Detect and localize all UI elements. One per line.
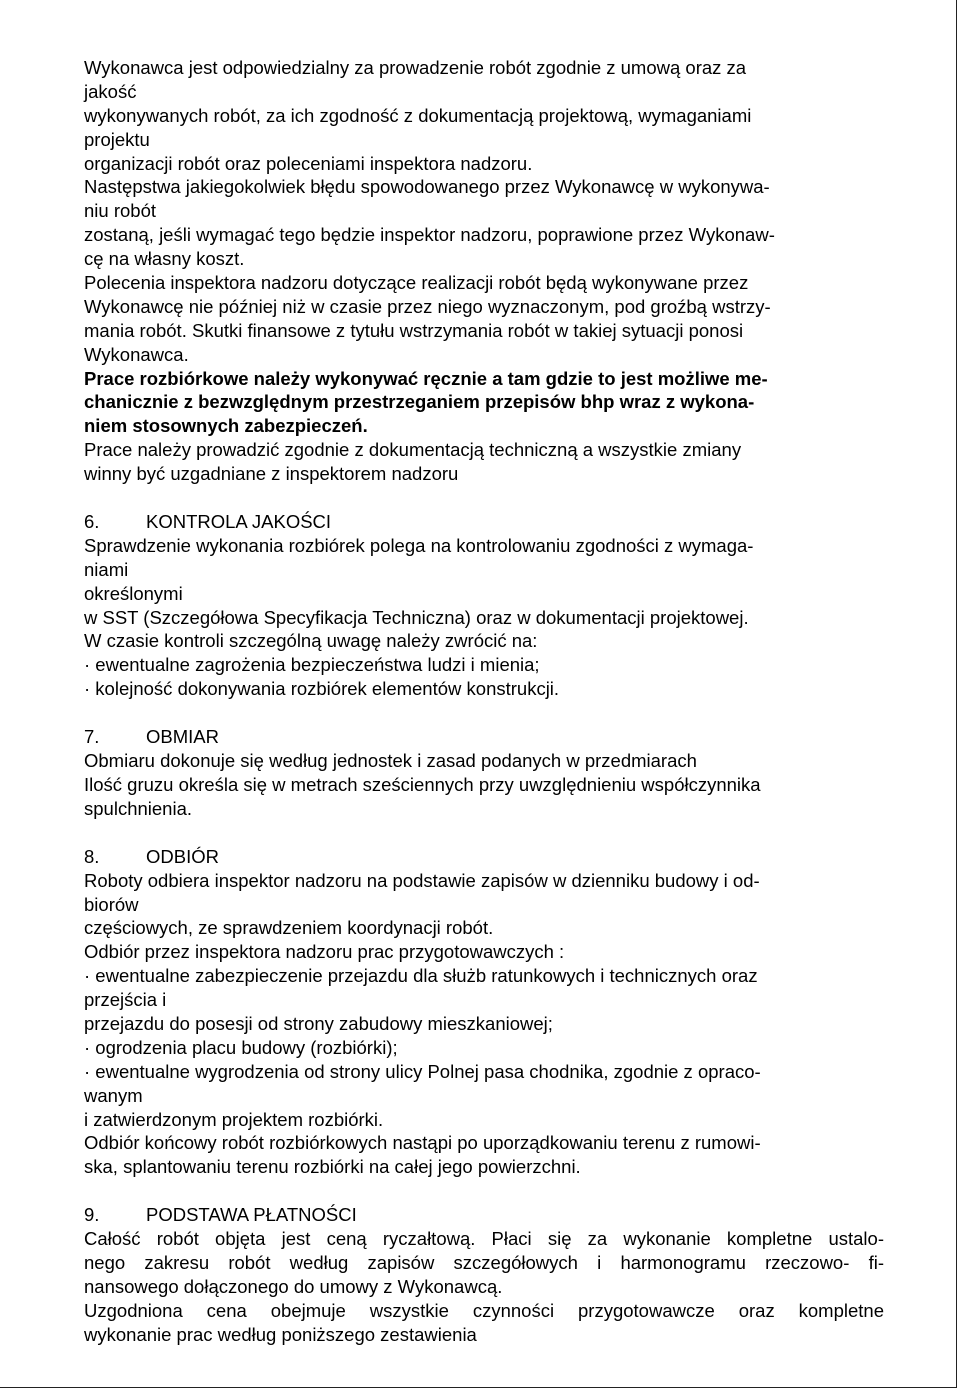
- bullet-item: · ewentualne zabezpieczenie przejazdu dla służb ratunkowych i technicznych oraz: [84, 965, 758, 987]
- section-odbior: [84, 845, 884, 1179]
- section-number: 9.: [84, 1204, 100, 1226]
- text-line: jakość: [84, 80, 137, 102]
- section-kontrola-jakosci: [84, 510, 884, 701]
- text-line: Wykonawcę nie później niż w czasie przez niego wyznaczonym, pod groźbą wstrzy-: [84, 295, 771, 317]
- text-line: Sprawdzenie wykonania rozbiórek polega na kontrolowaniu zgodności z wymaga-: [84, 534, 754, 556]
- text-line: projektu: [84, 128, 150, 150]
- section-title: KONTROLA JAKOŚCI: [146, 511, 332, 533]
- text-line: niami: [84, 558, 129, 580]
- text-line: wanym: [84, 1084, 143, 1106]
- text-line: spulchnienia.: [84, 797, 192, 819]
- text-line: przejazdu do posesji od strony zabudowy mieszkaniowej;: [84, 1012, 553, 1034]
- section-heading: [84, 725, 884, 749]
- after-bold-paragraph: [84, 438, 884, 486]
- bold-paragraph: [84, 367, 884, 439]
- text-line: Następstwa jakiegokolwiek błędu spowodowanego przez Wykonawcę w wykonywa-: [84, 176, 770, 198]
- text-line: określonymi: [84, 582, 183, 604]
- text-line: wykonywanych robót, za ich zgodność z dokumentacją projektową, wymaganiami: [84, 104, 752, 126]
- text-line: cę na własny koszt.: [84, 248, 245, 270]
- bullet-item: · kolejność dokonywania rozbiórek elementów konstrukcji.: [84, 678, 560, 700]
- text-line: Uzgodniona cena obejmuje wszystkie czynności przygotowawcze oraz kompletne: [84, 1299, 884, 1321]
- text-line: zostaną, jeśli wymagać tego będzie inspektor nadzoru, poprawione przez Wykonaw-: [84, 224, 775, 246]
- section-podstawa-platnosci: [84, 1203, 884, 1346]
- section-number: 6.: [84, 511, 100, 533]
- section-number: 7.: [84, 726, 100, 748]
- text-line: w SST (Szczegółowa Specyfikacja Techniczna) oraz w dokumentacji projektowej.: [84, 606, 749, 628]
- text-line: Całość robót objęta jest ceną ryczałtową. Płaci się za wykonanie kompletne ustalo-: [84, 1228, 884, 1250]
- text-line: winny być uzgadniane z inspektorem nadzoru: [84, 463, 459, 485]
- bold-text-line: Prace rozbiórkowe należy wykonywać ręcznie a tam gdzie to jest możliwe me-: [84, 367, 768, 389]
- text-line: Wykonawca jest odpowiedzialny za prowadzenie robót zgodnie z umową oraz za: [84, 57, 747, 78]
- text-line: niu robót: [84, 200, 156, 222]
- text-line: Odbiór końcowy robót rozbiórkowych nastąpi po uporządkowaniu terenu z rumowi-: [84, 1132, 761, 1154]
- text-line: częściowych, ze sprawdzeniem koordynacji robót.: [84, 917, 494, 939]
- text-line: Wykonawca.: [84, 343, 189, 365]
- bold-text-line: niem stosownych zabezpieczeń.: [84, 415, 368, 437]
- section-title: ODBIÓR: [146, 845, 219, 867]
- text-line: Obmiaru dokonuje się według jednostek i zasad podanych w przedmiarach: [84, 750, 697, 772]
- text-line: mania robót. Skutki finansowe z tytułu wstrzymania robót w takiej sytuacji ponosi: [84, 319, 744, 341]
- text-line: biorów: [84, 893, 139, 915]
- text-line: wykonanie prac według poniższego zestawienia: [84, 1323, 477, 1345]
- bullet-item: · ewentualne zagrożenia bezpieczeństwa ludzi i mienia;: [84, 654, 540, 676]
- text-line: nansowego dołączonego do umowy z Wykonawcą.: [84, 1275, 503, 1297]
- section-obmiar: [84, 725, 884, 821]
- text-line: przejścia i: [84, 989, 167, 1011]
- bullet-item: · ogrodzenia placu budowy (rozbiórki);: [84, 1036, 398, 1058]
- text-line: W czasie kontroli szczególną uwagę należy zwrócić na:: [84, 630, 538, 652]
- bold-text-line: chanicznie z bezwzględnym przestrzeganiem przepisów bhp wraz z wykona-: [84, 391, 755, 413]
- text-line: Prace należy prowadzić zgodnie z dokumentacją techniczną a wszystkie zmiany: [84, 439, 742, 461]
- document-page: [84, 56, 884, 1347]
- text-line: nego zakresu robót według zapisów szczegółowych i harmonogramu rzeczowo- fi-: [84, 1251, 884, 1273]
- section-heading: [84, 510, 884, 534]
- section-title: PODSTAWA PŁATNOŚCI: [146, 1204, 357, 1226]
- text-line: Roboty odbiera inspektor nadzoru na podstawie zapisów w dzienniku budowy i od-: [84, 869, 760, 891]
- section-title: OBMIAR: [146, 726, 219, 748]
- text-line: i zatwierdzonym projektem rozbiórki.: [84, 1108, 384, 1130]
- text-line: Odbiór przez inspektora nadzoru prac przygotowawczych :: [84, 941, 565, 963]
- text-line: Ilość gruzu określa się w metrach sześciennych przy uwzględnieniu współczynnika: [84, 773, 761, 795]
- text-line: organizacji robót oraz poleceniami inspektora nadzoru.: [84, 152, 533, 174]
- text-line: Polecenia inspektora nadzoru dotyczące realizacji robót będą wykonywane przez: [84, 272, 749, 294]
- section-heading: [84, 1203, 884, 1227]
- bullet-item: · ewentualne wygrodzenia od strony ulicy Polnej pasa chodnika, zgodnie z opraco-: [84, 1060, 761, 1082]
- text-line: ska, splantowaniu terenu rozbiórki na całej jego powierzchni.: [84, 1156, 581, 1178]
- section-number: 8.: [84, 845, 100, 867]
- section-heading: [84, 845, 884, 869]
- intro-paragraph: [84, 56, 884, 367]
